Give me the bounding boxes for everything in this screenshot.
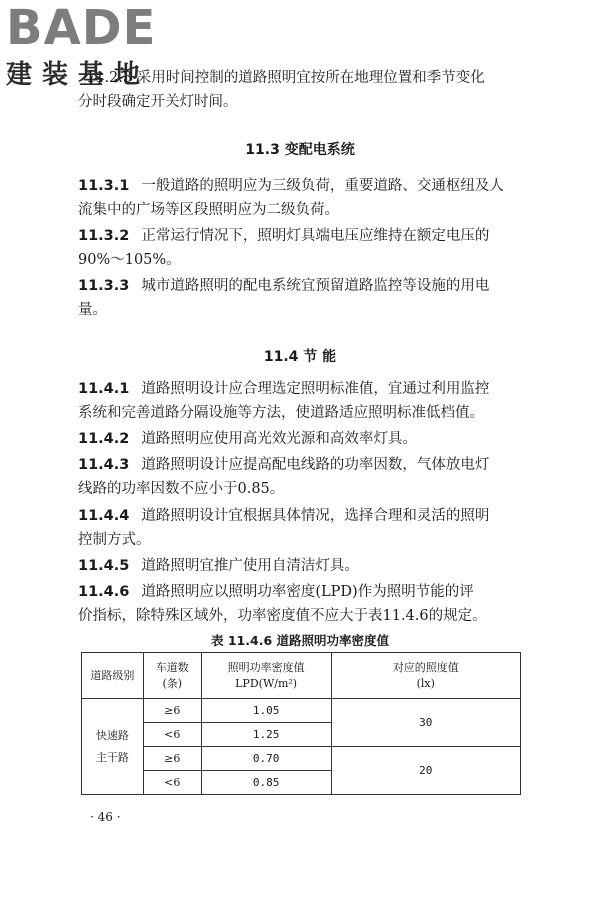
clause-number: 11.3.1 [78, 178, 130, 194]
table-header-row [82, 653, 521, 699]
page-number: · 46 · [90, 810, 121, 824]
clause-line: 线路的功率因数不应小于0.85。 [78, 481, 285, 497]
header-road-class: 道路级别 [82, 653, 144, 699]
clause-11-4-1 [78, 377, 548, 425]
clause-line: 价指标，除特殊区域外，功率密度值不应大于表11.4.6的规定。 [78, 608, 487, 624]
clause-11-4-6 [78, 580, 548, 628]
cell-lpd: 0.85 [201, 771, 331, 795]
clause-11-4-5 [78, 554, 548, 578]
clause-line: 道路照明应使用高光效光源和高效率灯具。 [141, 431, 417, 447]
clause-number: 11.4.1 [78, 381, 130, 397]
clause-line: 道路照明宜推广使用自清洁灯具。 [141, 558, 359, 574]
clause-11-3-2 [78, 224, 548, 272]
clause-line: 量。 [78, 302, 107, 318]
clause-number: 11.3.3 [78, 278, 130, 294]
clause-line: 系统和完善道路分隔设施等方法，使道路适应照明标准低档值。 [78, 405, 484, 421]
table-row [82, 747, 521, 771]
cell-lanes: ≥6 [143, 747, 201, 771]
cell-lanes: <6 [143, 723, 201, 747]
section-heading-11-3: 11.3 变配电系统 [245, 142, 355, 158]
clause-line: 道路照明应以照明功率密度(LPD)作为照明节能的评 [141, 584, 474, 600]
header-lpd: 照明功率密度值 LPD(W/m²) [201, 653, 331, 699]
clause-line: 分时段确定开关灯时间。 [78, 94, 238, 110]
cell-illuminance: 30 [331, 699, 521, 747]
clause-number: 11.4.6 [78, 584, 130, 600]
cell-lpd: 1.25 [201, 723, 331, 747]
cell-lpd: 1.05 [201, 699, 331, 723]
header-lanes: 车道数 (条) [143, 653, 201, 699]
clause-line: 流集中的广场等区段照明应为二级负荷。 [78, 202, 339, 218]
clause-line: 城市道路照明的配电系统宜预留道路监控等设施的用电 [141, 278, 490, 294]
clause-number: 11.4.5 [78, 558, 130, 574]
cell-lanes: <6 [143, 771, 201, 795]
clause-line: 11.2.3 采用时间控制的道路照明宜按所在地理位置和季节变化 [86, 70, 485, 86]
clause-11-3-3 [78, 274, 548, 322]
clause-line: 控制方式。 [78, 532, 151, 548]
cell-lpd: 0.70 [201, 747, 331, 771]
clause-line: 正常运行情况下，照明灯具端电压应维持在额定电压的 [141, 228, 490, 244]
clause-number: 11.4.2 [78, 431, 130, 447]
clause-11-4-2 [78, 427, 548, 451]
clause-line: 90%～105%。 [78, 252, 181, 268]
cell-road-class: 快速路 主干路 [82, 699, 144, 795]
lpd-table [81, 652, 521, 795]
clause-11-4-4 [78, 504, 548, 552]
logo-subtitle: 建装基地 [6, 60, 151, 90]
section-heading-11-4: 11.4 节 能 [263, 349, 337, 365]
cell-illuminance: 20 [331, 747, 521, 795]
clause-number: 11.3.2 [78, 228, 130, 244]
clause-line: 道路照明设计应合理选定照明标准值，宜通过利用监控 [141, 381, 490, 397]
clause-number: 11.4.4 [78, 508, 130, 524]
logo-brand: BADE [6, 0, 157, 56]
clause-11-3-1 [78, 174, 548, 222]
cell-lanes: ≥6 [143, 699, 201, 723]
clause-11-2-3 [78, 66, 548, 114]
clause-line: 一般道路的照明应为三级负荷，重要道路、交通枢纽及人 [141, 178, 504, 194]
table-caption: 表 11.4.6 道路照明功率密度值 [211, 633, 389, 648]
header-illuminance: 对应的照度值 (lx) [331, 653, 521, 699]
clause-11-4-3 [78, 453, 548, 501]
clause-line: 道路照明设计应提高配电线路的功率因数，气体放电灯 [141, 457, 490, 473]
table-row [82, 699, 521, 723]
clause-number: 11.4.3 [78, 457, 130, 473]
clause-line: 道路照明设计宜根据具体情况，选择合理和灵活的照明 [141, 508, 490, 524]
